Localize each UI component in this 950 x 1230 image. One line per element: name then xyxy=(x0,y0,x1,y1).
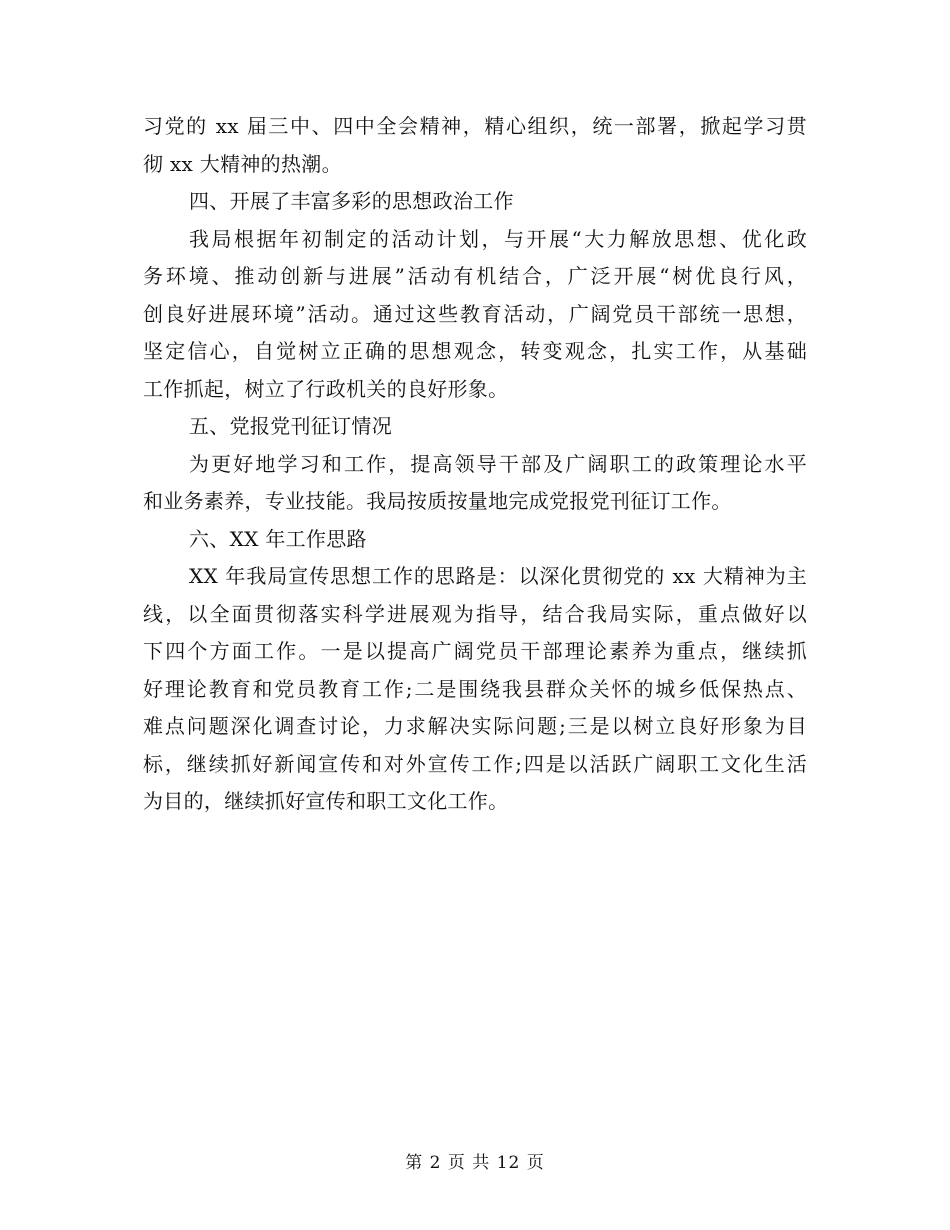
paragraph-line: 和业务素养，专业技能。我局按质按量地完成党报党刊征订工作。 xyxy=(143,489,732,513)
paragraph-line: 线，以全面贯彻落实科学进展观为指导，结合我局实际，重点做好以 xyxy=(143,601,807,626)
paragraph-line: 坚定信心，自觉树立正确的思想观念，转变观念，扎实工作，从基础 xyxy=(143,339,807,363)
paragraph-line: 工作抓起，树立了行政机关的良好形象。 xyxy=(143,376,509,401)
page-number-label: 第 2 页 共 12 页 xyxy=(405,1153,545,1173)
paragraph-line: 创良好进展环境”活动。通过这些教育活动，广阔党员干部统一思想， xyxy=(143,301,807,326)
paragraph-line: 彻 xx 大精神的热潮。 xyxy=(143,151,342,176)
section-heading-4: 四、开展了丰富多彩的思想政治工作 xyxy=(189,189,514,213)
paragraph-line: 习党的 xx 届三中、四中全会精神，精心组织，统一部署，掀起学习贯 xyxy=(143,114,807,138)
page-number-footer xyxy=(0,1151,950,1175)
paragraph-line: 我局根据年初制定的活动计划，与开展“大力解放思想、优化政 xyxy=(189,226,807,251)
paragraph-line: 好理论教育和党员教育工作;二是围绕我县群众关怀的城乡低保热点、 xyxy=(143,676,807,701)
paragraph-line: XX 年我局宣传思想工作的思路是：以深化贯彻党的 xx 大精神为主 xyxy=(189,564,807,588)
paragraph-line: 难点问题深化调查讨论，力求解决实际问题;三是以树立良好形象为目 xyxy=(143,714,807,738)
paragraph-line: 标，继续抓好新闻宣传和对外宣传工作;四是以活跃广阔职工文化生活 xyxy=(143,751,807,776)
paragraph-line: 下四个方面工作。一是以提高广阔党员干部理论素养为重点，继续抓 xyxy=(143,639,807,663)
section-heading-6: 六、XX 年工作思路 xyxy=(189,526,367,551)
paragraph-line: 为目的，继续抓好宣传和职工文化工作。 xyxy=(143,789,509,813)
paragraph-line: 务环境、推动创新与进展”活动有机结合，广泛开展“树优良行风， xyxy=(143,264,807,288)
document-body xyxy=(143,108,807,821)
section-heading-5: 五、党报党刊征订情况 xyxy=(189,414,392,438)
paragraph-line: 为更好地学习和工作，提高领导干部及广阔职工的政策理论水平 xyxy=(189,451,807,476)
